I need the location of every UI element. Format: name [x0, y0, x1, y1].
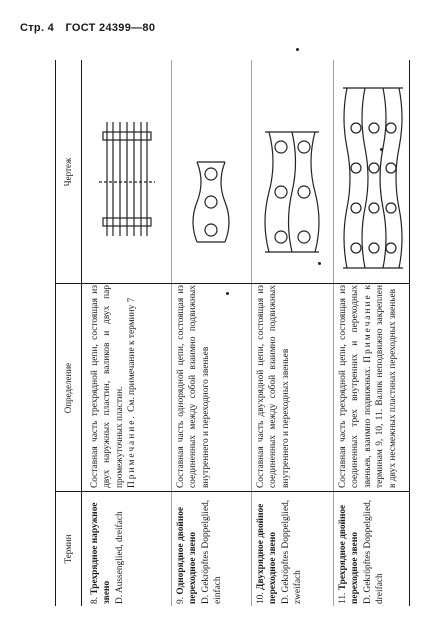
outer-link-triple-drawing — [89, 62, 167, 282]
definition-cell — [255, 285, 292, 488]
page-number: Стр. 4 — [20, 22, 55, 34]
col-header-drawing: Чертеж — [63, 157, 73, 187]
double-offset-link-drawing — [255, 62, 329, 282]
header-rule — [81, 60, 82, 606]
table-row — [89, 60, 167, 606]
term-cell — [89, 494, 126, 604]
definition-text: Составная часть трехрядной цепи, состоящая из соединенных трех внутренних и переходных звеньев, взаимно подвижных. — [338, 285, 373, 488]
scan-speck — [380, 148, 383, 151]
definition-cell — [337, 285, 399, 488]
definition-text: Составная часть однорядной цепи, состоящая из соединенных между собой взаимно подвижных внутреннего и переходного звеньев — [176, 285, 211, 488]
term-cell — [175, 494, 225, 604]
definition-cell — [175, 285, 212, 488]
note-label: Примечание. — [127, 414, 138, 488]
drawing-cell — [255, 62, 329, 282]
scan-speck — [226, 292, 229, 295]
term-title: Двухрядное двойное переходное звено — [256, 503, 279, 604]
rotated-table — [55, 60, 410, 606]
term-german: D. Aussenglied, dreifach — [114, 511, 125, 604]
term-number: 10. — [256, 592, 266, 604]
term-number: 9. — [176, 596, 186, 604]
definition-cell — [89, 285, 139, 488]
term-number: 8. — [90, 596, 100, 604]
drawing-cell — [337, 62, 409, 282]
term-number: 11. — [338, 592, 348, 604]
note-text: См. примечание к термину 7 — [127, 297, 138, 412]
term-cell — [337, 494, 387, 604]
table-row — [255, 60, 329, 606]
table-grid — [55, 60, 410, 606]
col-header-term: Термин — [63, 534, 73, 564]
row-divider — [333, 60, 334, 606]
col-header-definition: Определение — [63, 362, 73, 414]
row-divider — [251, 60, 252, 606]
table-row — [337, 60, 409, 606]
page-header — [20, 22, 163, 34]
table-bottom-rule — [409, 60, 410, 606]
definition-text: Составная часть трехрядной цепи, состоящая из двух наружных пластин, валиков и двух пар промежуточных пластин. — [90, 285, 125, 488]
term-german: D. Gekröpftes Doppelglied, zweifach — [280, 499, 304, 604]
row-divider — [171, 60, 172, 606]
drawing-cell — [89, 62, 167, 282]
term-cell — [255, 494, 305, 604]
term-title: Трехрядное наружное звено — [90, 502, 113, 604]
table-row — [175, 60, 247, 606]
note-label: Примечание — [362, 293, 373, 363]
term-title: Трехрядное двойное переходное звено — [338, 504, 361, 604]
definition-text: Составная часть двухрядной цепи, состоящая из соединенных между собой взаимно подвижных внутреннего и переходных звеньев — [256, 285, 291, 488]
term-german: D. Gekröpftes Doppelglied, dreifach — [362, 499, 386, 604]
scan-speck — [318, 262, 321, 265]
triple-offset-link-drawing — [337, 62, 409, 282]
drawing-cell — [175, 62, 247, 282]
note-text: к терминам 9, 10, 11. Валик неподвижно закреплен в двух несмежных пластинах переходных звеньев — [362, 284, 398, 488]
single-offset-link-drawing — [175, 62, 247, 282]
term-german: D. Gekröpftes Doppelglied, einfach — [200, 499, 224, 604]
term-title: Однорядное двойное переходное звено — [176, 506, 199, 604]
scan-speck — [296, 48, 299, 51]
standard-code: ГОСТ 24399—80 — [65, 22, 156, 34]
